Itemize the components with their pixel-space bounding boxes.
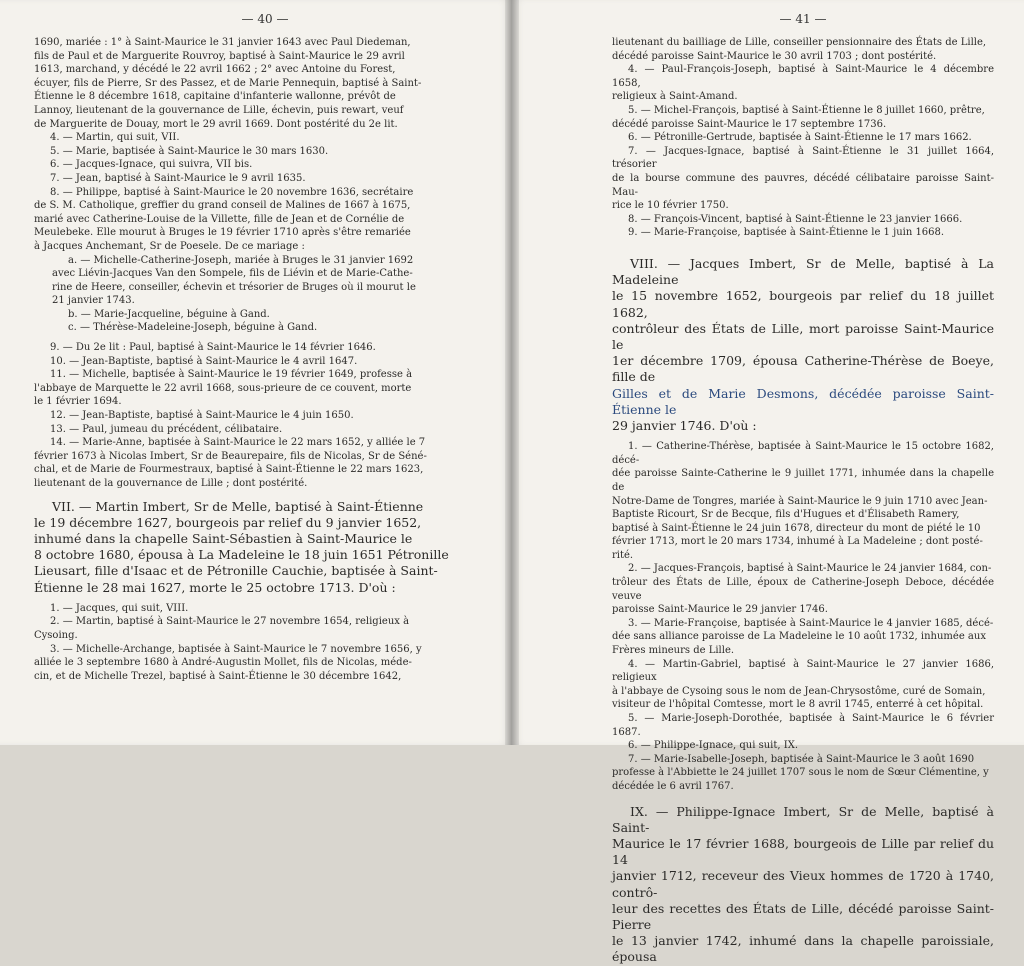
text-line: visiteur de l'hôpital Comtesse, mort le 8 avril 1745, enterré à cet hôpital. [612, 699, 984, 711]
text-line: fils de Paul et de Marguerite Rouvroy, baptisé à Saint-Maurice le 29 avril [34, 50, 405, 62]
text-line: Frères mineurs de Lille. [612, 645, 735, 657]
child-entry: 4. — Martin-Gabriel, baptisé à Saint-Maurice le 27 janvier 1686, religieux [612, 658, 994, 684]
child-entry: 4. — Martin, qui suit, VII. [50, 132, 180, 144]
child-entry: 6. — Jacques-Ignace, qui suivra, VII bis. [50, 159, 253, 171]
section-viii [612, 256, 994, 434]
text-line: 1613, marchand, y décédé le 22 avril 1662 ; 2° avec Antoine du Forest, [34, 64, 396, 76]
text-line: janvier 1712, receveur des Vieux hommes de 1720 à 1740, contrô- [612, 868, 994, 900]
text-line: lieutenant du bailliage de Lille, conseiller pensionnaire des États de Lille, [612, 37, 987, 48]
text-line: cin, et de Michelle Trezel, baptisé à Saint-Étienne le 30 décembre 1642, [34, 670, 402, 682]
left-page [0, 0, 512, 745]
text-line: Gilles et de Marie Desmons, décédée paroisse Saint-Étienne le [612, 385, 994, 417]
child-entry: 9. — Marie-Françoise, baptisée à Saint-Étienne le 1 juin 1668. [628, 227, 945, 239]
child-entry: 3. — Michelle-Archange, baptisée à Saint-Maurice le 7 novembre 1656, y [50, 643, 422, 655]
text-line: Étienne le 28 mai 1627, morte le 25 octobre 1713. D'où : [34, 579, 396, 595]
text-line: Cysoing. [34, 630, 78, 641]
child-entry: 5. — Marie, baptisée à Saint-Maurice le 30 mars 1630. [50, 145, 329, 157]
child-entry: 1. — Jacques, qui suit, VIII. [50, 602, 189, 614]
text-line: 29 janvier 1746. D'où : [612, 417, 757, 433]
text-line: rice le 10 février 1750. [612, 200, 729, 212]
children-list-right-a [612, 63, 994, 240]
children-list-b [34, 341, 496, 491]
text-line: inhumé dans la chapelle Saint-Sébastien à Saint-Maurice le [34, 531, 413, 546]
text-line: paroisse Saint-Maurice le 29 janvier 1746. [612, 604, 828, 616]
child-entry: 10. — Jean-Baptiste, baptisé à Saint-Maurice le 4 avril 1647. [50, 355, 358, 367]
children-list-right-b [612, 440, 994, 793]
child-entry: 2. — Jacques-François, baptisé à Saint-Maurice le 24 janvier 1684, con- [628, 563, 992, 575]
text-line: le 1 février 1694. [34, 396, 122, 408]
text-line: le 15 novembre 1652, bourgeois par relief du 18 juillet 1682, [612, 288, 994, 320]
text-line: dée paroisse Sainte-Catherine le 9 juillet 1771, inhumée dans la chapelle de [612, 468, 994, 493]
text-line: février 1713, mort le 20 mars 1734, inhumé à La Madeleine ; dont posté- [612, 536, 983, 548]
child-entry: 8. — François-Vincent, baptisé à Saint-Étienne le 23 janvier 1666. [628, 213, 963, 225]
text-line: contrôleur des États de Lille, mort paroisse Saint-Maurice le [612, 320, 994, 352]
text-line: IX. — Philippe-Ignace Imbert, Sr de Melle, baptisé à Saint- [612, 803, 994, 835]
text-line: écuyer, fils de Pierre, Sr des Passez, et de Marie Pennequin, baptisé à Saint- [34, 77, 422, 89]
text-line: professe à l'Abbiette le 24 juillet 1707 sous le nom de Sœur Clémentine, y [612, 767, 989, 779]
text-line: le 19 décembre 1627, bourgeois par relief du 9 janvier 1652, [34, 514, 422, 530]
child-entry: c. — Thérèse-Madeleine-Joseph, béguine à Gand. [68, 322, 318, 334]
text-line: baptisé à Saint-Étienne le 24 juin 1678, directeur du mont de piété le 10 [612, 522, 981, 534]
text-line: de la bourse commune des pauvres, décédé célibataire paroisse Saint-Mau- [612, 172, 994, 198]
text-line: le 13 janvier 1742, inhumé dans la chapelle paroissiale, épousa [612, 933, 994, 965]
text-line: rité. [612, 549, 634, 561]
text-line: de S. M. Catholique, greffier du grand conseil de Malines de 1667 à 1675, [34, 200, 411, 212]
text-line: leur des recettes des États de Lille, décédé paroisse Saint-Pierre [612, 900, 994, 932]
children-list-a [34, 131, 496, 185]
philippe-children [34, 254, 496, 336]
child-entry: 7. — Marie-Isabelle-Joseph, baptisée à Saint-Maurice le 3 août 1690 [628, 753, 975, 765]
text-line: Étienne le 8 décembre 1618, capitaine d'infanterie wallonne, prévôt de [34, 91, 396, 103]
child-entry: b. — Marie-Jacqueline, béguine à Gand. [68, 308, 270, 320]
text-line: trôleur des États de Lille, époux de Catherine-Joseph Deboce, décédée veuve [612, 577, 994, 602]
text-line: Lieusart, fille d'Isaac et de Pétronille Cauchie, baptisée à Saint- [34, 563, 438, 579]
text-line: VIII. — Jacques Imbert, Sr de Melle, baptisé à La Madeleine [612, 255, 994, 288]
text-line: avec Liévin-Jacques Van den Sompele, fils de Liévin et de Marie-Cathe- [52, 268, 413, 280]
child-entry: 12. — Jean-Baptiste, baptisé à Saint-Maurice le 4 juin 1650. [50, 410, 354, 422]
text-line: 8. — Philippe, baptisé à Saint-Maurice le 20 novembre 1636, secrétaire [50, 186, 414, 198]
book-gutter [505, 0, 519, 745]
text-line: alliée le 3 septembre 1680 à André-Augustin Mollet, fils de Nicolas, méde- [34, 657, 412, 669]
text-line: Notre-Dame de Tongres, mariée à Saint-Maurice le 9 juin 1710 avec Jean- [612, 495, 988, 507]
text-line: décédé paroisse Saint-Maurice le 17 septembre 1736. [612, 118, 887, 130]
child-entry: 1. — Catherine-Thérèse, baptisée à Saint-Maurice le 15 octobre 1682, décé- [612, 441, 994, 466]
text-line: l'abbaye de Marquette le 22 avril 1668, sous-prieure de ce couvent, morte [34, 382, 412, 394]
child-entry: a. — Michelle-Catherine-Joseph, mariée à Bruges le 31 janvier 1692 [68, 254, 414, 266]
text-line: Baptiste Ricourt, Sr de Becque, fils d'Hugues et d'Élisabeth Ramery, [612, 509, 960, 521]
text-line: décédée le 6 avril 1767. [612, 780, 734, 792]
child-entry: 4. — Paul-François-Joseph, baptisé à Saint-Maurice le 4 décembre 1658, [612, 64, 994, 89]
text-line: décédé paroisse Saint-Maurice le 30 avril 1703 ; dont postérité. [612, 50, 937, 62]
text-line: Lannoy, lieutenant de la gouvernance de Lille, échevin, puis rewart, veuf [34, 104, 404, 116]
child-entry: 6. — Philippe-Ignace, qui suit, IX. [628, 740, 799, 752]
child-entry: 9. — Du 2e lit : Paul, baptisé à Saint-Maurice le 14 février 1646. [50, 342, 376, 354]
page-number-right: — 41 — [779, 12, 827, 26]
text-line: rine de Heere, conseiller, échevin et trésorier de Bruges où il mourut le [52, 281, 416, 293]
text-line: VII. — Martin Imbert, Sr de Melle, baptisé à Saint-Étienne [52, 498, 424, 514]
text-line: religieux à Saint-Amand. [612, 91, 738, 103]
section-ix [612, 804, 994, 966]
right-opening-paragraph [612, 36, 994, 63]
left-opening-paragraph [34, 36, 496, 131]
children-list-c [34, 602, 496, 684]
text-line: Meulebeke. Elle mourut à Bruges le 19 février 1710 après s'être remariée [34, 227, 411, 239]
philippe-entry [34, 186, 496, 254]
child-entry: 11. — Michelle, baptisée à Saint-Maurice le 19 février 1649, professe à [50, 369, 413, 381]
text-line: février 1673 à Nicolas Imbert, Sr de Beaurepaire, fils de Nicolas, Sr de Séné- [34, 450, 427, 462]
right-page [512, 0, 1024, 965]
child-entry: 14. — Marie-Anne, baptisée à Saint-Maurice le 22 mars 1652, y alliée le 7 [50, 437, 426, 449]
text-line: 1er décembre 1709, épousa Catherine-Thérèse de Boeye, fille de [612, 353, 994, 385]
text-line: lieutenant de la gouvernance de Lille ; dont postérité. [34, 478, 308, 489]
child-entry: 3. — Marie-Françoise, baptisée à Saint-Maurice le 4 janvier 1685, décé- [628, 617, 994, 629]
child-entry: 7. — Jean, baptisé à Saint-Maurice le 9 avril 1635. [50, 172, 306, 184]
text-line: chal, et de Marie de Fourmestraux, baptisé à Saint-Étienne le 22 mars 1623, [34, 464, 424, 476]
text-line: à Jacques Anchemant, Sr de Poesele. De ce mariage : [34, 240, 305, 252]
section-vii [34, 499, 496, 596]
child-entry: 6. — Pétronille-Gertrude, baptisée à Saint-Étienne le 17 mars 1662. [628, 132, 972, 144]
text-line: à l'abbaye de Cysoing sous le nom de Jean-Chrysostôme, curé de Somain, [612, 685, 986, 697]
child-entry: 7. — Jacques-Ignace, baptisé à Saint-Étienne le 31 juillet 1664, trésorier [612, 145, 994, 171]
child-entry: 2. — Martin, baptisé à Saint-Maurice le 27 novembre 1654, religieux à [50, 616, 410, 628]
child-entry: 13. — Paul, jumeau du précédent, célibataire. [50, 423, 283, 435]
page-number-left: — 40 — [241, 12, 289, 26]
text-line: 21 janvier 1743. [52, 295, 135, 307]
text-line: Maurice le 17 février 1688, bourgeois de Lille par relief du 14 [612, 835, 994, 868]
text-line: dée sans alliance paroisse de La Madeleine le 10 août 1732, inhumée aux [612, 631, 986, 643]
child-entry: 5. — Marie-Joseph-Dorothée, baptisée à Saint-Maurice le 6 février 1687. [612, 713, 994, 738]
text-line: 8 octobre 1680, épousa à La Madeleine le 18 juin 1651 Pétronille [34, 547, 449, 563]
text-line: marié avec Catherine-Louise de la Villette, fille de Jean et de Cornélie de [34, 213, 405, 225]
text-line: de Marguerite de Douay, mort le 29 avril 1669. Dont postérité du 2e lit. [34, 118, 398, 130]
child-entry: 5. — Michel-François, baptisé à Saint-Étienne le 8 juillet 1660, prêtre, [628, 104, 985, 116]
text-line: 1690, mariée : 1° à Saint-Maurice le 31 janvier 1643 avec Paul Diedeman, [34, 37, 411, 48]
